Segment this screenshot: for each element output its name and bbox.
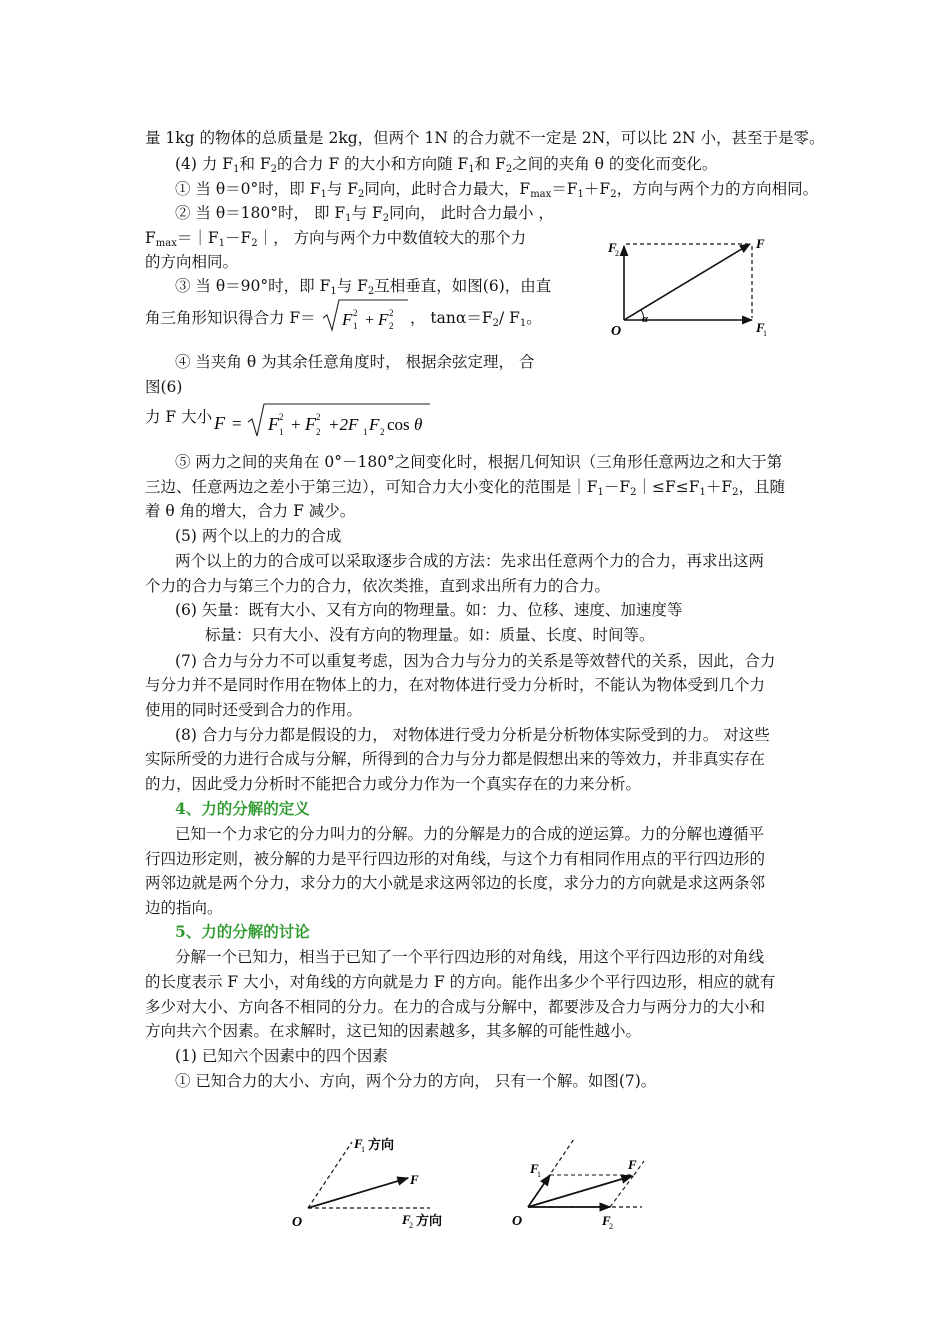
text-line: (6) 矢量：既有大小、又有方向的物理量。如：力、位移、速度、加速度等 bbox=[175, 601, 683, 619]
svg-text:方向: 方向 bbox=[416, 1213, 443, 1228]
text-line: $F_{max}=|F_1-F_2|$， 方向与两个力中数值较大的那个力 bbox=[145, 229, 527, 249]
text-line: 着 θ 角的增大，合力 F 减少。 bbox=[145, 502, 356, 520]
text-line: 边的指向。 bbox=[145, 899, 223, 917]
figure-6-diagram bbox=[606, 232, 776, 342]
text-line: (7) 合力与分力不可以重复考虑，因为合力与分力的关系是等效替代的关系，因此，合力 bbox=[175, 652, 776, 670]
svg-text:θ: θ bbox=[414, 415, 423, 434]
text-line: 与分力并不是同时作用在物体上的力，在对物体进行受力分析时，不能认为物体受到几个力 bbox=[145, 676, 766, 694]
text-line: 力 F 大小 bbox=[145, 408, 213, 426]
text-line: (5) 两个以上的力的合成 bbox=[175, 527, 342, 545]
svg-text:1: 1 bbox=[763, 329, 767, 338]
svg-text:2: 2 bbox=[279, 412, 284, 422]
text-line: ② 当 θ＝180°时， 即 $F_1$与 $F_2$同向， 此时合力最小 ， bbox=[175, 204, 554, 224]
svg-text:F: F bbox=[378, 310, 389, 329]
text-line: 图(6) bbox=[145, 378, 183, 396]
svg-text:O: O bbox=[512, 1214, 523, 1229]
text-line: 角三角形知识得合力 F＝ bbox=[145, 309, 316, 327]
text-line: (4) 力 $F_1$和 $F_2$的合力 F 的大小和方向随 $F_1$和 $F_2$之间的夹角 θ 的变化而变化。 bbox=[175, 155, 718, 175]
text-line: 使用的同时还受到合力的作用。 bbox=[145, 701, 363, 719]
svg-text:=: = bbox=[232, 414, 242, 433]
svg-text:F: F bbox=[602, 1213, 611, 1228]
section-heading-4: 4、力的分解的定义 bbox=[175, 799, 310, 818]
svg-text:2: 2 bbox=[389, 308, 394, 318]
text-line: 个力的合力与第三个力的合力，依次类推，直到求出所有力的合力。 bbox=[145, 577, 611, 595]
text-line: 的力，因此受力分析时不能把合力或分力作为一个真实存在的力来分析。 bbox=[145, 775, 642, 793]
text-line: 三边、任意两边之差小于第三边），可知合力大小变化的范围是$|F_1-F_2|\le F\le F_1+F_2$，且随 bbox=[145, 478, 786, 498]
svg-text:F: F bbox=[530, 1161, 539, 1176]
text-line: 已知一个力求它的分力叫力的分解。力的分解是力的合成的逆运算。力的分解也遵循平 bbox=[175, 825, 765, 843]
svg-text:方向: 方向 bbox=[368, 1137, 395, 1152]
text-line: 两个以上的力的合成可以采取逐步合成的方法：先求出任意两个力的合力，再求出这两 bbox=[175, 552, 765, 570]
svg-text:2: 2 bbox=[615, 249, 619, 258]
svg-text:F: F bbox=[756, 236, 765, 251]
svg-text:1: 1 bbox=[353, 321, 358, 331]
svg-text:F: F bbox=[369, 415, 380, 434]
text-line: (8) 合力与分力都是假设的力， 对物体进行受力分析是分析物体实际受到的力。 对这些 bbox=[175, 726, 770, 744]
svg-text:F: F bbox=[628, 1157, 637, 1172]
svg-text:F: F bbox=[608, 240, 617, 255]
svg-text:2: 2 bbox=[316, 427, 321, 437]
section-heading-5: 5、力的分解的讨论 bbox=[175, 922, 310, 941]
svg-text:2: 2 bbox=[389, 321, 394, 331]
text-line: 的长度表示 F 大小，对角线的方向就是力 F 的方向。能作出多少个平行四边形，相应的就有 bbox=[145, 973, 776, 991]
svg-text:+: + bbox=[291, 415, 301, 434]
svg-text:cos: cos bbox=[387, 415, 410, 434]
svg-text:O: O bbox=[292, 1215, 303, 1230]
svg-text:2: 2 bbox=[609, 1222, 613, 1231]
svg-text:F: F bbox=[402, 1212, 411, 1227]
text-line: 多少对大小、方向各不相同的分力。在力的合成与分解中，都要涉及合力与两分力的大小和 bbox=[145, 998, 766, 1016]
text-line: 实际所受的力进行合成与分解，所得到的合力与分力都是假想出来的等效力，并非真实存在 bbox=[145, 750, 766, 768]
text-line: ， $\tan\alpha=F_2/$ $F_1$。 bbox=[410, 309, 542, 329]
svg-text:F: F bbox=[410, 1172, 419, 1187]
text-line: 行四边形定则，被分解的力是平行四边形的对角线，与这个力有相同作用点的平行四边形的 bbox=[145, 850, 766, 868]
svg-text:2: 2 bbox=[316, 412, 321, 422]
svg-text:1: 1 bbox=[537, 1170, 541, 1179]
svg-text:O: O bbox=[611, 324, 622, 339]
svg-text:+2F: +2F bbox=[328, 415, 359, 434]
text-line: (1) 已知六个因素中的四个因素 bbox=[175, 1047, 388, 1065]
svg-text:1: 1 bbox=[279, 427, 284, 437]
svg-text:2: 2 bbox=[353, 308, 358, 318]
text-line: ③ 当 θ＝90°时，即 $F_1$与 $F_2$互相垂直，如图(6)，由直 bbox=[175, 277, 552, 297]
svg-text:F: F bbox=[354, 1136, 363, 1151]
text-line: ⑤ 两力之间的夹角在 0°－180°之间变化时，根据几何知识（三角形任意两边之和大于第 bbox=[175, 453, 783, 471]
svg-text:1: 1 bbox=[361, 1145, 365, 1154]
figure-7-right-diagram bbox=[510, 1135, 650, 1235]
text-line: ① 已知合力的大小、方向，两个分力的方向， 只有一个解。如图(7)。 bbox=[175, 1072, 657, 1090]
svg-text:F: F bbox=[342, 310, 353, 329]
text-line: 量 1kg 的物体的总质量是 2kg，但两个 1N 的合力就不一定是 2N，可以比 2N 小，甚至于是零。 bbox=[145, 129, 825, 147]
cosine-law-formula bbox=[212, 400, 432, 442]
svg-text:α: α bbox=[642, 313, 649, 325]
svg-text:1: 1 bbox=[363, 427, 368, 437]
text-line: 标量：只有大小、没有方向的物理量。如：质量、长度、时间等。 bbox=[205, 626, 655, 644]
text-line: 分解一个已知力，相当于已知了一个平行四边形的对角线，用这个平行四边形的对角线 bbox=[175, 948, 765, 966]
sqrt-formula bbox=[322, 296, 410, 336]
text-line: 两邻边就是两个分力，求分力的大小就是求这两邻边的长度，求分力的方向就是求这两条邻 bbox=[145, 874, 766, 892]
text-line: ① 当 θ＝0°时，即 $F_1$与 $F_2$同向，此时合力最大，$F_{max}=F_1+F_2$，方向与两个力的方向相同。 bbox=[175, 180, 819, 200]
figure-7-left-diagram bbox=[290, 1130, 460, 1235]
text-line: 方向共六个因素。在求解时，这已知的因素越多，其多解的可能性越小。 bbox=[145, 1022, 642, 1040]
text-line: 的方向相同。 bbox=[145, 253, 239, 271]
svg-text:F: F bbox=[214, 413, 225, 433]
svg-text:2: 2 bbox=[409, 1221, 413, 1230]
svg-text:2: 2 bbox=[380, 427, 385, 437]
text-line: ④ 当夹角 θ 为其余任意角度时， 根据余弦定理， 合 bbox=[175, 353, 535, 371]
svg-text:+: + bbox=[365, 312, 375, 329]
svg-text:F: F bbox=[268, 414, 279, 434]
svg-text:F: F bbox=[305, 414, 316, 434]
svg-text:F: F bbox=[756, 320, 765, 335]
